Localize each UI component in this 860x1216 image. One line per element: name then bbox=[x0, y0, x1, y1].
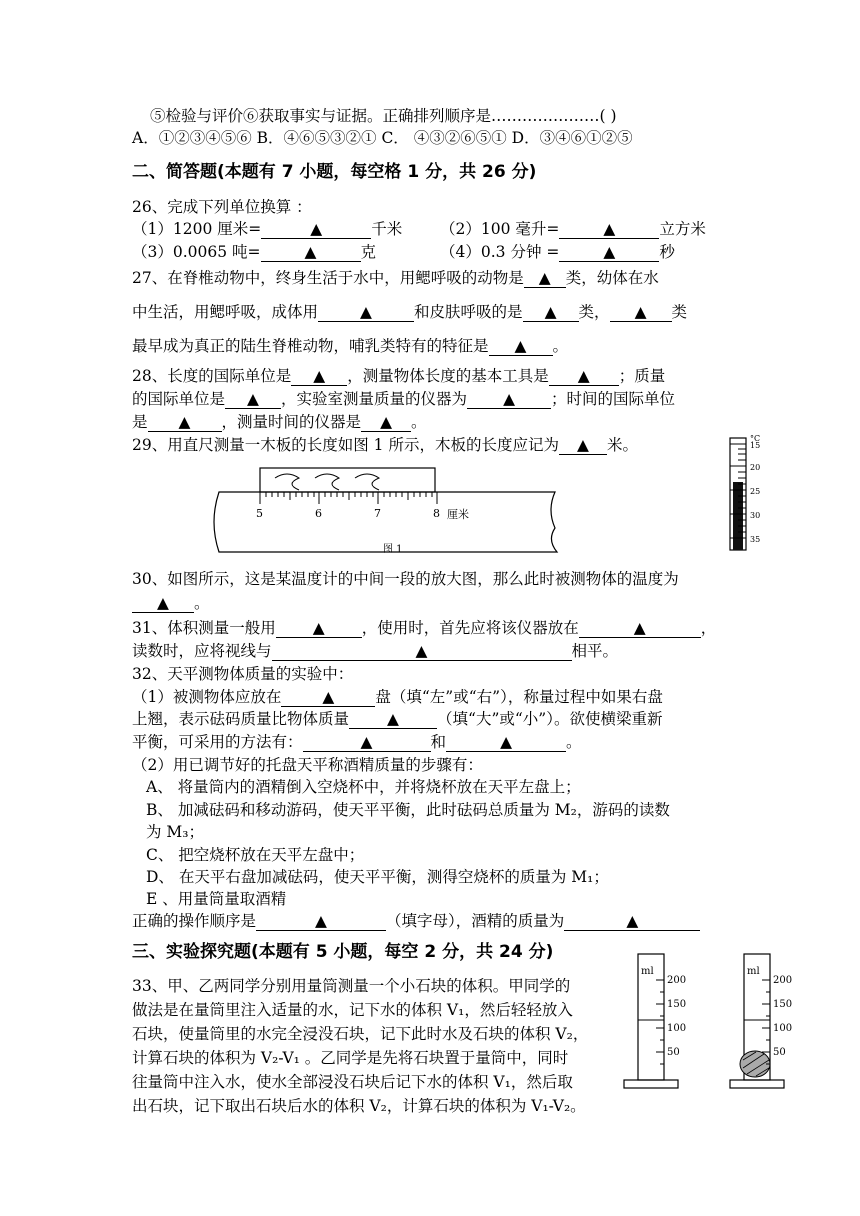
thermo-label: 30 bbox=[750, 511, 761, 520]
q31-line1: 31、体积测量一般用 ▲ ，使用时，首先应将该仪器放在 ▲ ， bbox=[132, 619, 717, 637]
q32-stem: 32、天平测物体质量的实验中： bbox=[132, 665, 354, 683]
q30-text: 30、如图所示，这是某温度计的中间一段的放大图，那么此时被测物体的温度为 bbox=[132, 570, 679, 588]
answer-blank[interactable]: ▲ bbox=[523, 302, 579, 322]
q32-step-d: D、 在天平右盘加减砝码，使天平平衡，测得空烧杯的质量为 M₁； bbox=[146, 868, 609, 886]
ruler-tick-label: 6 bbox=[315, 507, 322, 520]
q33-line: 石块，使量筒里的水完全浸没石块，记下此时水及石块的体积 V₂， bbox=[132, 1025, 589, 1043]
q32-p1-line3: 平衡，可采用的方法有： ▲ 和 ▲ 。 bbox=[132, 733, 582, 751]
thermo-label: 35 bbox=[750, 535, 761, 544]
q33-line: 出石块，记下取出石块后水的体积 V₂，计算石块的体积为 V₁-V₂。 bbox=[132, 1097, 586, 1115]
answer-blank[interactable]: ▲ bbox=[276, 618, 362, 638]
thermo-label: 25 bbox=[750, 487, 761, 496]
q28-line2: 的国际单位是 ▲ ，实验室测量质量的仪器为 ▲ ；时间的国际单位 bbox=[132, 390, 676, 408]
answer-blank[interactable]: ▲ bbox=[281, 687, 375, 707]
answer-blank[interactable]: ▲ bbox=[261, 242, 361, 262]
answer-blank[interactable]: ▲ bbox=[524, 268, 566, 288]
section2-title: 二、简答题(本题有 7 小题，每空格 1 分，共 26 分) bbox=[132, 162, 537, 182]
cylinder-mark: 150 bbox=[667, 999, 687, 1010]
q32-p2: （2）用已调节好的托盘天平称酒精质量的步骤有： bbox=[132, 756, 483, 774]
q32-p1-line2: 上翘，表示砝码质量比物体质量 ▲ （填“大”或“小”）。欲使横梁重新 bbox=[132, 710, 663, 728]
answer-blank[interactable]: ▲ bbox=[318, 302, 414, 322]
answer-blank[interactable]: ▲ bbox=[549, 366, 619, 386]
answer-blank[interactable]: ▲ bbox=[446, 732, 566, 752]
answer-blank[interactable]: ▲ bbox=[256, 911, 386, 931]
cylinder-mark: 150 bbox=[773, 999, 793, 1010]
q25-tail: ⑤检验与评价⑥获取事实与证据。正确排列顺序是…………………( ) bbox=[150, 107, 617, 125]
cylinder-unit: ml bbox=[747, 966, 760, 977]
cylinder-mark: 200 bbox=[667, 975, 687, 986]
q31-line2: 读数时，应将视线与 ▲ 相平。 bbox=[132, 642, 619, 660]
q28-line1: 28、长度的国际单位是 ▲ ，测量物体长度的基本工具是 ▲ ；质量 bbox=[132, 367, 666, 385]
q33-line: 33、甲、乙两同学分别用量筒测量一个小石块的体积。甲同学的 bbox=[132, 977, 571, 995]
figure-caption: 图 1 bbox=[383, 544, 403, 555]
cylinder-mark: 100 bbox=[667, 1023, 687, 1034]
q32-final: 正确的操作顺序是 ▲ （填字母），酒精的质量为 ▲ bbox=[132, 911, 700, 931]
ruler-unit-label: 厘米 bbox=[447, 508, 469, 521]
q30-answer: ▲ 。 bbox=[132, 593, 210, 613]
thermo-unit: °C bbox=[750, 434, 761, 443]
q27-line3: 最早成为真正的陆生脊椎动物，哺乳类特有的特征是 ▲ 。 bbox=[132, 337, 569, 355]
q26-stem: 26、完成下列单位换算 ： bbox=[132, 198, 312, 216]
q26-row1b: （2）100 毫升= ▲ 立方米 bbox=[440, 220, 706, 238]
answer-blank[interactable]: ▲ bbox=[272, 641, 572, 661]
q33-line: 做法是在量筒里注入适量的水，记下水的体积 V₁，然后轻轻放入 bbox=[132, 1001, 573, 1019]
q32-p1-line1: （1）被测物体应放在 ▲ 盘（填“左”或“右”），称量过程中如果右盘 bbox=[132, 688, 663, 706]
answer-blank[interactable]: ▲ bbox=[349, 709, 437, 729]
q33-line: 往量筒中注入水，使水全部浸没石块后记下水的体积 V₁，然后取 bbox=[132, 1073, 573, 1091]
q28-line3: 是 ▲ ，测量时间的仪器是 ▲ 。 bbox=[132, 413, 427, 431]
ruler-figure bbox=[205, 462, 565, 557]
answer-blank[interactable]: ▲ bbox=[132, 593, 194, 613]
answer-blank[interactable]: ▲ bbox=[559, 435, 607, 455]
answer-blank[interactable]: ▲ bbox=[610, 302, 672, 322]
cylinder-mark: 100 bbox=[773, 1023, 793, 1034]
q32-step-b: B、 加减砝码和移动游码，使天平平衡，此时砝码总质量为 M₂，游码的读数 bbox=[146, 801, 670, 819]
q27-line2: 中生活，用鳃呼吸，成体用 ▲ 和皮肤呼吸的是 ▲ 类， ▲ 类 bbox=[132, 303, 688, 321]
thermo-label: 20 bbox=[750, 463, 761, 472]
answer-blank[interactable]: ▲ bbox=[361, 412, 411, 432]
cylinder-mark: 50 bbox=[773, 1047, 786, 1058]
q26-row1: （1）1200 厘米= ▲ 千米 bbox=[132, 220, 403, 238]
thermo-label: 15 bbox=[750, 441, 761, 450]
cylinder-figure-1 bbox=[620, 948, 710, 1098]
answer-blank[interactable]: ▲ bbox=[579, 618, 701, 638]
answer-blank[interactable]: ▲ bbox=[148, 412, 222, 432]
answer-blank[interactable]: ▲ bbox=[291, 366, 347, 386]
ruler-tick-label: 5 bbox=[256, 507, 263, 520]
q26-row2: （3）0.0065 吨= ▲ 克 bbox=[132, 243, 377, 261]
q29-text: 29、用直尺测量一木板的长度如图 1 所示，木板的长度应记为 ▲ 米。 bbox=[132, 436, 638, 454]
rock-shape bbox=[740, 1051, 770, 1077]
q32-step-e: E 、用量筒量取酒精 bbox=[146, 890, 287, 908]
answer-blank[interactable]: ▲ bbox=[559, 242, 659, 262]
q27-line1: 27、在脊椎动物中，终身生活于水中，用鳃呼吸的动物是 ▲ 类，幼体在水 bbox=[132, 269, 659, 287]
cylinder-mark: 200 bbox=[773, 975, 793, 986]
q32-step-a: A、 将量筒内的酒精倒入空烧杯中，并将烧杯放在天平左盘上； bbox=[146, 778, 581, 796]
answer-blank[interactable]: ▲ bbox=[261, 219, 371, 239]
q32-step-c: C、 把空烧杯放在天平左盘中； bbox=[146, 846, 365, 864]
answer-blank[interactable]: ▲ bbox=[559, 219, 659, 239]
q32-step-b-cont: 为 M₃； bbox=[146, 823, 205, 841]
ruler-tick-label: 7 bbox=[374, 507, 381, 520]
section3-title: 三、实验探究题(本题有 5 小题，每空 2 分，共 24 分) bbox=[132, 942, 554, 962]
answer-blank[interactable]: ▲ bbox=[225, 389, 281, 409]
answer-blank[interactable]: ▲ bbox=[564, 911, 700, 931]
answer-blank[interactable]: ▲ bbox=[489, 336, 553, 356]
ruler-tick-label: 8 bbox=[433, 507, 440, 520]
q26-row2b: （4）0.3 分钟 = ▲ 秒 bbox=[440, 243, 675, 261]
q33-line: 计算石块的体积为 V₂-V₁ 。乙同学是先将石块置于量筒中，同时 bbox=[132, 1049, 569, 1067]
answer-blank[interactable]: ▲ bbox=[303, 732, 431, 752]
cylinder-mark: 50 bbox=[667, 1047, 680, 1058]
cylinder-unit: ml bbox=[641, 966, 654, 977]
q25-options: A．①②③④⑤⑥ B．④⑥⑤③②① C． ④③②⑥⑤① D．③④⑥①②⑤ bbox=[132, 129, 633, 147]
answer-blank[interactable]: ▲ bbox=[467, 389, 551, 409]
cylinder-figure-2 bbox=[726, 948, 816, 1098]
thermometer-figure bbox=[720, 432, 770, 554]
